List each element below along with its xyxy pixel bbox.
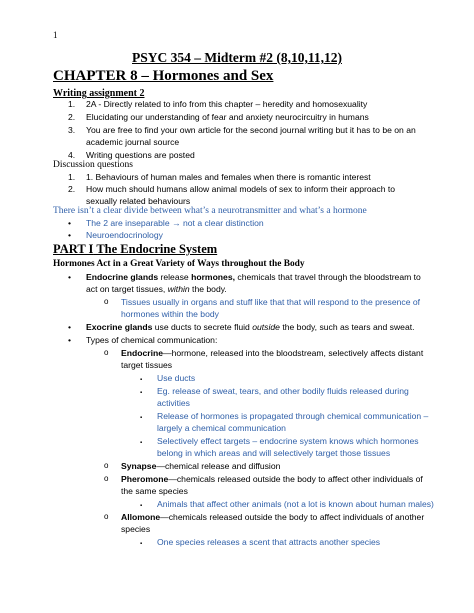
list-text: Elucidating our understanding of fear and anxiety neurocircuitry in humans [86, 112, 369, 122]
document-page: 1 PSYC 354 – Midterm #2 (8,10,11,12) CHAPTER 8 – Hormones and Sex Writing assignment 2 1. 2A - Directly related to info from this chapter – heredity and homosexuality 2. Elucidating our understanding of fear and anxiety neurocircuitry in humans 3. You are free to find your own article for the second journal writing but it has to be on an academic journal source 4. Writing questions are posted Discussion questions 1. 1. Behaviours of human males and females when there is romantic interest 2. How much should humans allow animal models of sex to inform their approach to sexually related behaviours There isn’t a clear divide between what’s a neurotransmitter and what’s a hormone • The 2 are inseparable → not a clear distinction • Neuroendocrinology PART I The Endocrine System Hormones Act in a Great Variety of Ways throughout the Body • Endocrine glands release hormones, chemicals that travel through the bloodstream to act on target tissues, within the body. o Tissues usually in organs and stuff like that that will respond to the presence of hormones within the body • Exocrine glands use ducts to secrete fluid outside the body, such as tears and sweat. • Types of chemical communication: o Endocrine—hormone, released into the bloodstream, selectively affects distant target tissues ▪ Use ducts ▪ Eg. release of sweat, tears, and other bodily fluids released during activities ▪ Release of hormones is propagated through chemical communication – largely a chemical communication ▪ Selectively effect targets – endocrine system knows which hormones belong in which areas and will selectively target those tissues o Synapse—chemical release and diffusion o Pheromone—chemicals released outside the body to affect other individuals of the same species ▪ Animals that affect other animals (not a lot is known about human males) o Allomone—chemicals released outside the body to affect individuals of another species ▪ One species releases a scent that attracts another species [0, 0, 474, 613]
right-arrow-icon: → [172, 218, 181, 228]
list-text: sexually related behaviours [86, 196, 191, 206]
square-marker: ▪ [140, 541, 143, 547]
list-text: 2A - Directly related to info from this chapter – heredity and homosexuality [86, 99, 368, 109]
list-number: 1. [68, 172, 76, 182]
circle-marker: o [104, 348, 109, 357]
square-marker: ▪ [140, 440, 143, 446]
square-marker: ▪ [140, 390, 143, 396]
circle-marker: o [104, 297, 109, 306]
circle-marker: o [104, 461, 109, 470]
part-heading: PART I The Endocrine System [53, 242, 218, 256]
discussion-heading: Discussion questions [53, 160, 133, 170]
circle-marker: o [104, 474, 109, 483]
section-heading: Hormones Act in a Great Variety of Ways throughout the Body [53, 259, 305, 269]
bullet-marker: • [68, 272, 72, 282]
bullet-marker: • [68, 335, 72, 345]
note-text: Neuroendocrinology [86, 230, 163, 240]
neurotransmitter-note: There isn’t a clear divide between what’s a neurotransmitter and what’s a hormone [53, 206, 367, 216]
chapter-heading: CHAPTER 8 – Hormones and Sex [53, 68, 274, 84]
document-title: PSYC 354 – Midterm #2 (8,10,11,12) [132, 50, 342, 65]
square-marker: ▪ [140, 503, 143, 509]
square-marker: ▪ [140, 415, 143, 421]
list-text: 1. Behaviours of human males and females when there is romantic interest [86, 172, 371, 182]
bullet-marker: • [68, 218, 72, 228]
bullet-marker: • [68, 230, 72, 240]
list-number: 1. [68, 99, 76, 109]
list-text: You are free to find your own article for the second journal writing but it has to be on an [86, 125, 416, 135]
list-number: 3. [68, 125, 76, 135]
list-text: How much should humans allow animal models of sex to inform their approach to [86, 184, 396, 194]
list-number: 2. [68, 184, 76, 194]
list-number: 4. [68, 150, 76, 160]
square-marker: ▪ [140, 377, 143, 383]
circle-marker: o [104, 512, 109, 521]
list-text: academic journal source [86, 137, 180, 147]
writing-assignment-heading: Writing assignment 2 [53, 88, 145, 99]
list-number: 2. [68, 112, 76, 122]
list-text: Writing questions are posted [86, 150, 195, 160]
note-text: The 2 are inseparable → not a clear distinction [86, 218, 264, 228]
bullet-marker: • [68, 322, 72, 332]
page-number: 1 [53, 30, 58, 40]
